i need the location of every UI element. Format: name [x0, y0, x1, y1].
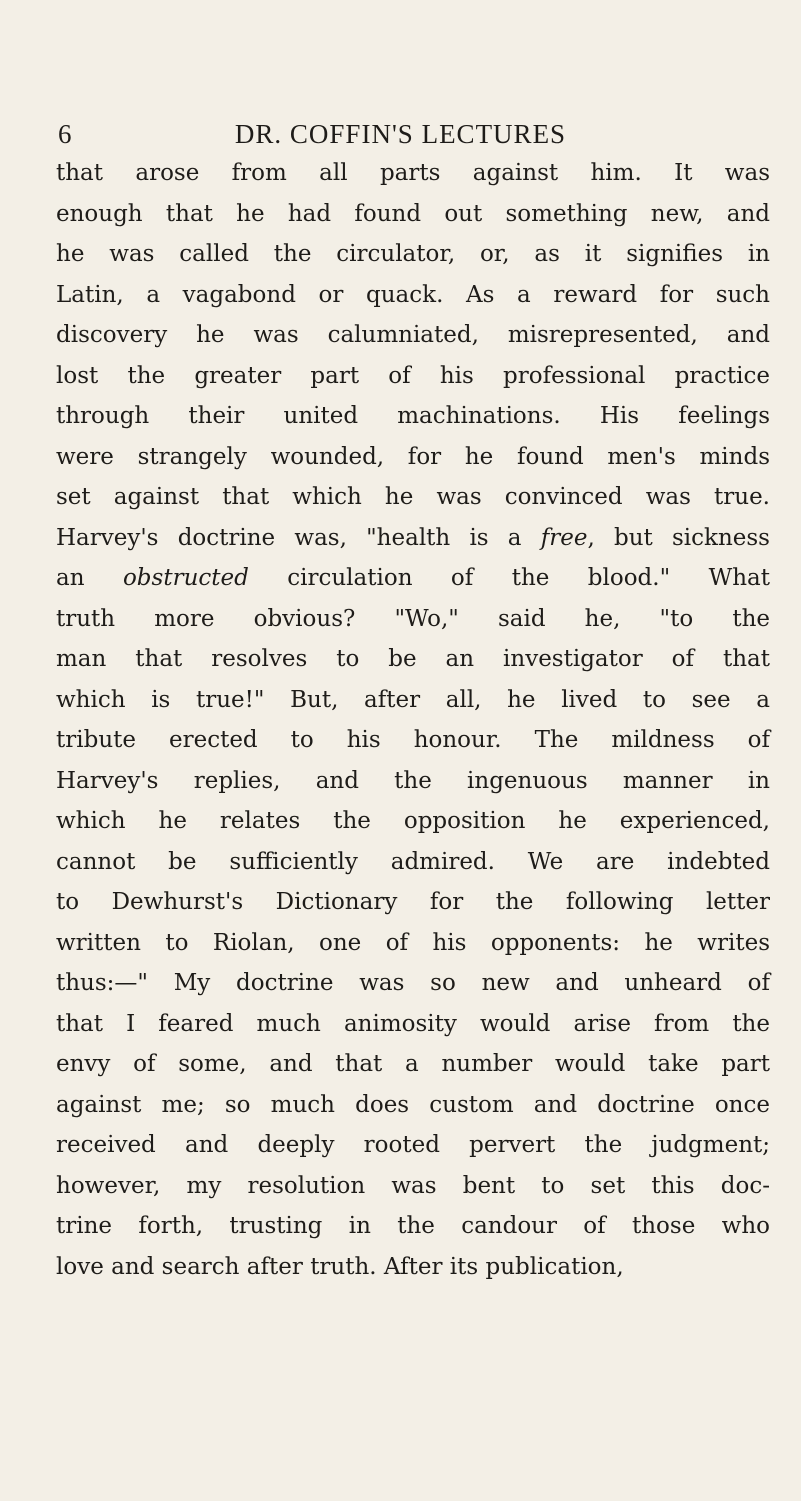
text-line: Harvey's replies, and the ingenuous manner in — [56, 767, 770, 794]
italic-word-obstructed: obstructed — [122, 565, 249, 591]
text-line: cannot be sufficiently admired. We are indebted — [56, 848, 770, 875]
italic-word-free: free — [540, 524, 588, 551]
page-number: 6 — [58, 119, 72, 149]
text-line: trine forth, trusting in the candour of those who — [56, 1213, 770, 1239]
text-line: enough that he had found out something new, and — [56, 200, 770, 227]
text-line: that I feared much animosity would arise from the — [56, 1010, 770, 1037]
text-line: that arose from all parts against him. It was — [56, 160, 770, 186]
text-line: to Dewhurst's Dictionary for the following letter — [56, 889, 770, 915]
text-line: written to Riolan, one of his opponents: he writes — [56, 929, 770, 956]
text-line: thus:—" My doctrine was so new and unheard of — [56, 970, 770, 996]
text-line: which is true!" But, after all, he lived to see a — [56, 686, 770, 713]
text-line: he was called the circulator, or, as it signifies in — [56, 241, 770, 267]
text-line: envy of some, and that a number would take part — [56, 1051, 770, 1077]
text-line: Harvey's doctrine was, "health is a free, but sickness — [56, 524, 770, 551]
text-line: lost the greater part of his professional practice — [56, 362, 770, 389]
text-line: tribute erected to his honour. The mildness of — [56, 727, 770, 753]
text-line: were strangely wounded, for he found men's minds — [56, 443, 770, 470]
text-line: which he relates the opposition he experienced, — [56, 808, 770, 834]
text-line: discovery he was calumniated, misrepresented, and — [56, 322, 770, 348]
text-line: an obstructed circulation of the blood." What — [56, 565, 770, 591]
text-line: against me; so much does custom and doctrine once — [56, 1091, 770, 1118]
running-head — [0, 116, 801, 152]
text-line: Latin, a vagabond or quack. As a reward for such — [56, 281, 770, 308]
running-title: DR. COFFIN'S LECTURES — [234, 119, 567, 149]
text-line: love and search after truth. After its publication, — [56, 1253, 624, 1280]
text-line: however, my resolution was bent to set this doc- — [56, 1172, 770, 1199]
text-line: received and deeply rooted pervert the judgment; — [56, 1132, 770, 1158]
text-line: set against that which he was convinced was true. — [56, 484, 770, 510]
text-line: truth more obvious? "Wo," said he, "to the — [56, 605, 770, 632]
text-line: through their united machinations. His feelings — [56, 403, 770, 429]
body-text — [56, 153, 770, 1287]
text-line: man that resolves to be an investigator of that — [56, 646, 770, 672]
